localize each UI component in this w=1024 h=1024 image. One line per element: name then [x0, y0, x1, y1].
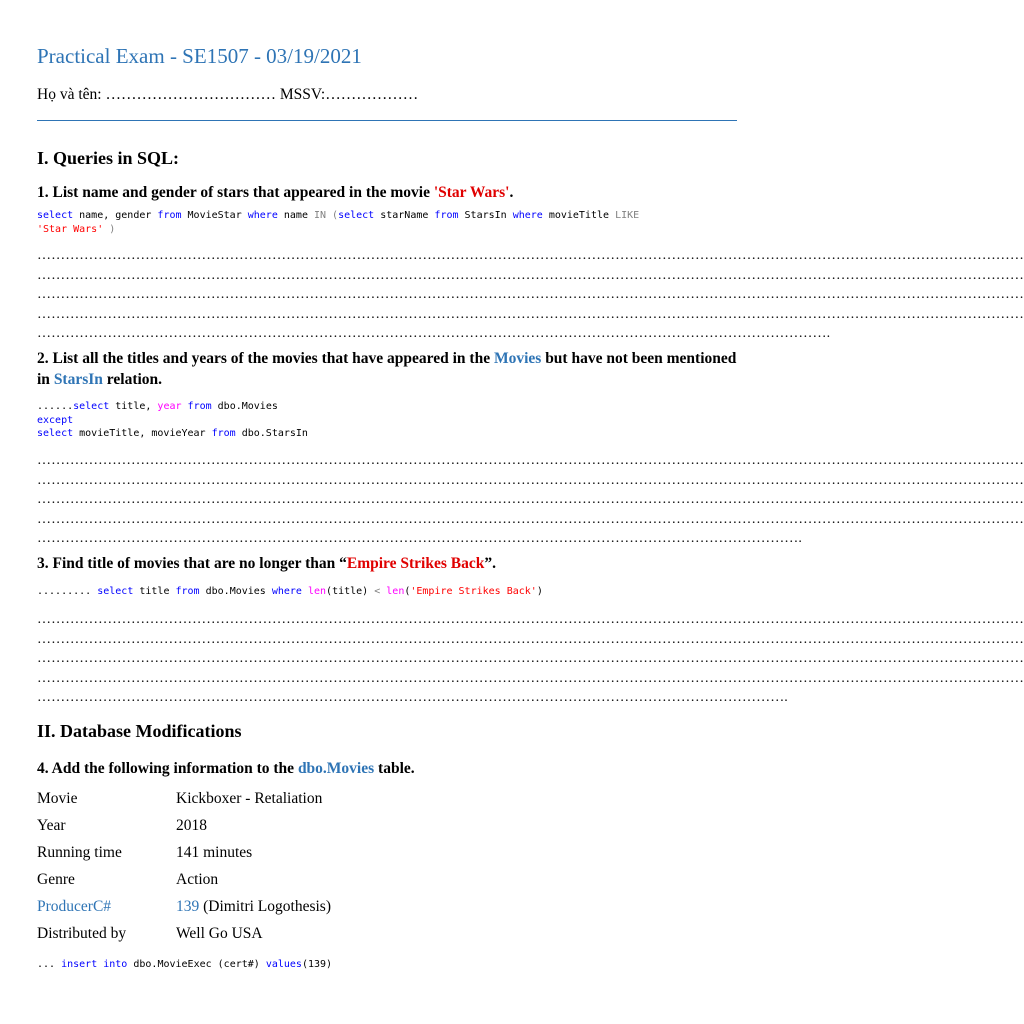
answer-lines-2: ………………………………………………………………………………………………………………………………………………………………………………………… ………………………………………………………………………………………………………………………………………………………………………………………… ………………………………………………………………………………………………………………………………………………………………………………………… ………………………………………………………………………………………………………………………………………………………………………………………… ……………………………………………………………………………………………………………………………………………….: [37, 453, 1024, 546]
student-info-line: Họ và tên: …………………………… MSSV:………………: [37, 86, 419, 103]
question-1-highlight: 'Star Wars': [433, 184, 510, 201]
header-divider: [37, 120, 737, 121]
question-1-text: 1. List name and gender of stars that appeared in the movie: [37, 184, 434, 201]
question-1-end: .: [509, 184, 514, 201]
question-1: [37, 182, 737, 203]
question-2-movies: Movies: [493, 350, 542, 367]
question-3-highlight: Empire Strikes Back: [346, 555, 485, 572]
question-2: 2. List all the titles and years of the movies that have appeared in the Movies but have not been mentioned in StarsIn relation.: [37, 350, 737, 388]
question-2-starsin: StarsIn: [53, 371, 103, 388]
answer-lines-3: ………………………………………………………………………………………………………………………………………………………………………………………… ………………………………………………………………………………………………………………………………………………………………………………………… ………………………………………………………………………………………………………………………………………………………………………………………… ………………………………………………………………………………………………………………………………………………………………………………………… …………………………………………………………………………………………………………………………………………….: [37, 612, 1024, 705]
answer-1-code: select name, gender from MovieStar where name IN (select starName from StarsIn where movieTitle LIKE 'Star Wars' ): [37, 210, 640, 235]
answer-2-code: ......select title, year from dbo.Movies except select movieTitle, movieYear from dbo.StarsIn: [37, 401, 308, 439]
section-2-heading: II. Database Modifications: [37, 721, 242, 741]
producer-label: ProducerC#: [37, 898, 112, 915]
answer-4-code: ... insert into dbo.MovieExec (cert#) values(139): [37, 959, 333, 970]
question-4-table-name: dbo.Movies: [297, 760, 375, 777]
producer-cert-number: 139: [176, 898, 200, 915]
question-4: 4. Add the following information to the dbo.Movies table.: [37, 760, 415, 777]
exam-title: Practical Exam - SE1507 - 03/19/2021: [37, 44, 362, 68]
answer-3-code: ......... select title from dbo.Movies where len(title) < len('Empire Strikes Back'): [37, 586, 543, 597]
question-3: 3. Find title of movies that are no longer than “Empire Strikes Back”.: [37, 555, 496, 572]
answer-lines-1: ………………………………………………………………………………………………………………………………………………………………………………………… ………………………………………………………………………………………………………………………………………………………………………………………… ………………………………………………………………………………………………………………………………………………………………………………………… ………………………………………………………………………………………………………………………………………………………………………………………… …………………………………………………………………………………………………………………………………………………….: [37, 248, 1024, 341]
section-1-heading: I. Queries in SQL:: [37, 148, 180, 168]
